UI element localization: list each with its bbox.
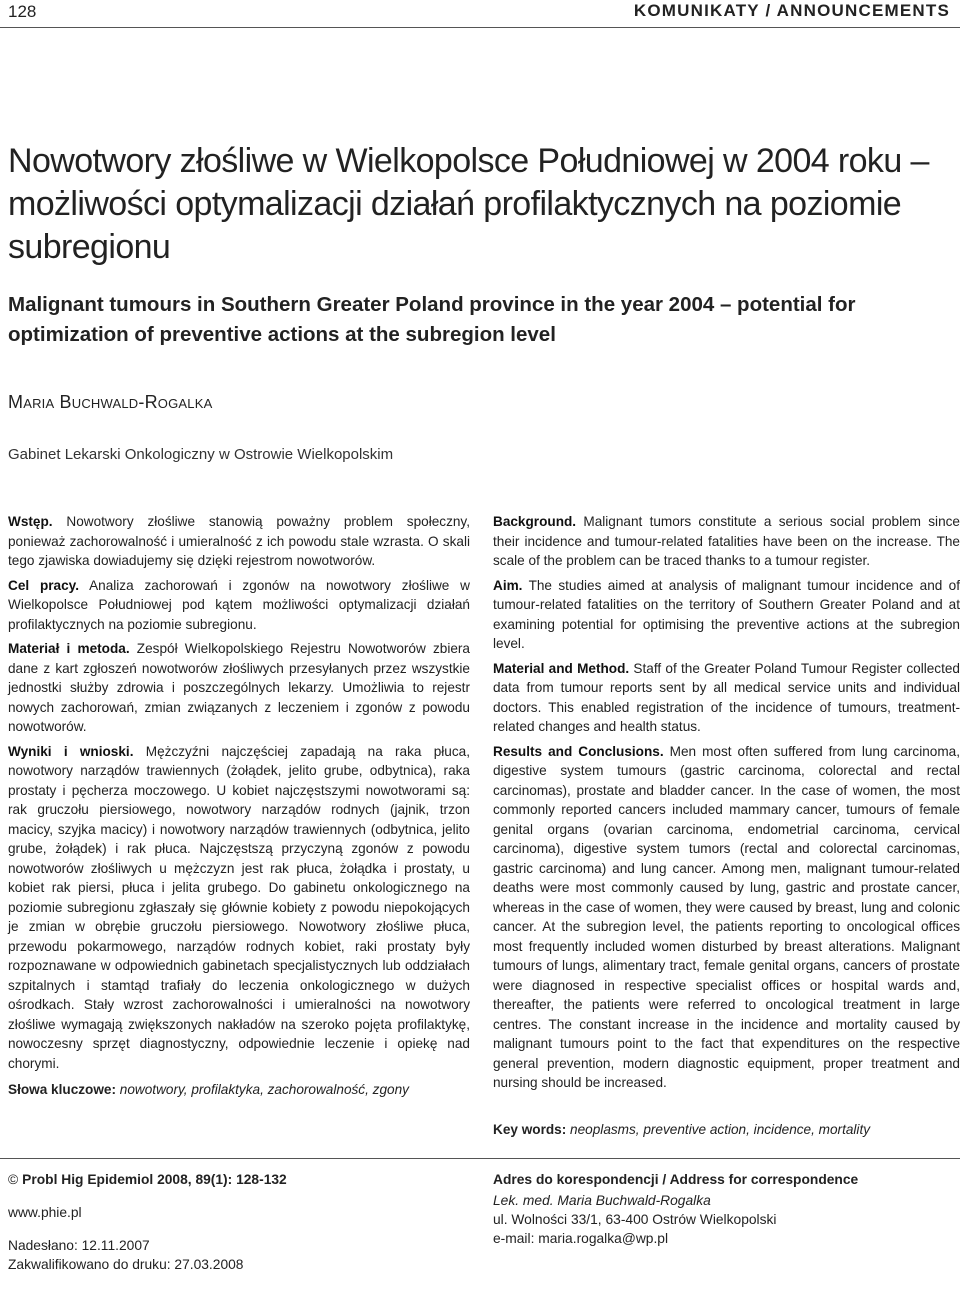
header-rule <box>0 27 960 28</box>
abstract-en-background-label: Background. <box>493 514 577 529</box>
abstract-pl-method-label: Materiał i metoda. <box>8 641 130 656</box>
abstract-pl-results-label: Wyniki i wnioski. <box>8 743 134 759</box>
section-label: KOMUNIKATY / ANNOUNCEMENTS <box>633 1 950 20</box>
copyright-icon: © <box>8 1172 19 1187</box>
abstract-en-aim-label: Aim. <box>493 577 523 593</box>
page-header <box>0 0 960 28</box>
website-link[interactable]: www.phie.pl <box>8 1205 82 1220</box>
abstract-en-results <box>493 742 960 1093</box>
abstract-english <box>493 512 960 1098</box>
title-english: Malignant tumours in Southern Greater Poland province in the year 2004 – potential for optimization of preventive actions at the subregion level <box>8 293 856 346</box>
correspondence-address: ul. Wolności 33/1, 63-400 Ostrów Wielkopolski <box>493 1212 777 1227</box>
abstract-en-results-text: Men most often suffered from lung carcinoma, digestive system tumours (gastric carcinoma, colorectal and rectal carcinomas), prostate and bladder cancer. In the case of women, the most commonly reported cancers included mammary cancer, tumours of female genital organs (ovarian carcinoma, endometrial carcinoma, cervical carcinoma), digestive system tumors (rectal and colorectal carcinomas, gastric carcinoma) and lung cancer. Among men, malignant tumour-related deaths were most commonly caused by lung, gastric and prostate cancer, whereas in the case of women, they were caused by breast, lung and colonic cancer. At the subregion level, the patients reporting to oncological offices most frequently included women disturbed by breast alterations. Malignant tumours of lungs, alimentary tract, female genital organs, cancers of prostate were diagnosed in respective specialist offices or hospital wards and, thereafter, the patients were referred to oncological treatment in large centres. The constant increase in the incidence and mortality caused by malignant tumours point to the fact that expenditures on the respective general prevention, modern diagnostic equipment, proper treatment and nursing should be increased. <box>493 743 960 1090</box>
abstract-pl-aim-label: Cel pracy. <box>8 577 80 593</box>
correspondence-name: Lek. med. Maria Buchwald-Rogalka <box>493 1193 711 1208</box>
abstract-pl-intro <box>8 512 470 571</box>
keywords-polish <box>8 1082 470 1097</box>
correspondence-title: Adres do korespondencji / Address for correspondence <box>493 1172 859 1187</box>
keywords-pl-text: nowotwory, profilaktyka, zachorowalność, zgony <box>116 1082 409 1097</box>
abstract-pl-intro-label: Wstęp. <box>8 514 53 529</box>
keywords-en-text: neoplasms, preventive action, incidence, mortality <box>566 1122 871 1137</box>
abstract-en-background <box>493 512 960 571</box>
correspondence-info <box>493 1170 953 1248</box>
abstract-pl-aim-text: Analiza zachorowań i zgonów na nowotwory złośliwe w Wielkopolsce Południowej pod kątem możliwości optymalizacji działań profilaktycznych na poziomie subregionu. <box>8 577 470 632</box>
title-polish: Nowotwory złośliwe w Wielkopolsce Południowej w 2004 roku – możliwości optymalizacji działań profilaktycznych na poziomie subregionu <box>8 142 929 266</box>
abstract-polish <box>8 512 470 1078</box>
abstract-pl-aim <box>8 576 470 635</box>
keywords-english <box>493 1122 960 1137</box>
accepted-date: Zakwalifikowano do druku: 27.03.2008 <box>8 1257 244 1272</box>
author-affiliation: Gabinet Lekarski Onkologiczny w Ostrowie Wielkopolskim <box>8 446 394 463</box>
abstract-en-results-label: Results and Conclusions. <box>493 743 664 759</box>
citation <box>8 1170 468 1189</box>
abstract-en-background-text: Malignant tumors constitute a serious social problem since their incidence and tumour-related fatalities have been on the increase. The scale of the problem can be traced thanks to a tumour register. <box>493 514 960 568</box>
abstract-pl-results <box>8 742 470 1074</box>
page-number: 128 <box>8 2 37 21</box>
citation-text: Probl Hig Epidemiol 2008, 89(1): 128-132 <box>22 1172 287 1187</box>
abstract-pl-method <box>8 639 470 737</box>
author-name: Maria Buchwald-Rogalka <box>8 392 213 412</box>
keywords-en-label: Key words: <box>493 1122 567 1137</box>
abstract-pl-method-text: Zespół Wielkopolskiego Rejestru Nowotworów zbiera dane z kart zgłoszeń nowotworów złośliwych przesyłanych przez wszystkie jednostki służby zdrowia i poszczególnych lekarzy. Umożliwia to rejestr nowych zachorowań, zmian związanych z leczeniem i zgonów z powodu nowotworów. <box>8 641 470 734</box>
abstract-en-aim <box>493 576 960 654</box>
abstract-pl-intro-text: Nowotwory złośliwe stanowią poważny problem społeczny, ponieważ zachorowalność i umieralność z ich powodu stale wzrasta. O skali tego zjawiska dowiadujemy się dzięki rejestrom nowotworów. <box>8 514 470 568</box>
abstract-en-method-text: Staff of the Greater Poland Tumour Register collected data from tumour reports sent by all medical service units and individual doctors. This enabled registration of the incidence of tumours, treatment-related changes and health status. <box>493 660 960 734</box>
abstract-en-aim-text: The studies aimed at analysis of malignant tumour incidence and of tumour-related fatalities on the territory of Southern Greater Poland and at examining potential for optimising the preventive actions at the subregion level. <box>493 577 960 651</box>
abstract-pl-results-text: Mężczyźni najczęściej zapadają na raka płuca, nowotwory narządów trawiennych (żołądek, jelito grube, odbytnica), raka prostaty i pęcherza moczowego. U kobiet najczęstszymi nowotworami są: rak gruczołu piersiowego, nowotwory narządów rodnych (jajnik, trzon macicy, szyjka macicy) i nowotwory narządów trawiennych (odbytnica, jelito grube, żołądek) i rak płuca. Najczęstszą przyczyną zgonów z powodu nowotworów złośliwych u mężczyzn jest rak płuca, żołądka i prostaty, u kobiet rak piersi, płuca i jelita grubego. Do gabinetu onkologicznego na poziomie subregionu zgłaszały się głównie kobiety z powodu niepokojących je zmian w obrębie gruczołu piersiowego. Nowotwory złośliwe płuca, przewodu pokarmowego, narządów rodnych kobiet, raki prostaty były rozpoznawane w odpowiednich gabinetach specjalistycznych lub oddziałach szpitalnych i stamtąd trafiały do leczenia onkologicznego w dużych ośrodkach. Stały wzrost zachorowalności i umieralności na nowotwory złośliwe wymagają zwiększonych nakładów na szeroko pojęta profilaktykę, nowoczesny sprzęt diagnostyczny, odpowiednie leczenie i opiekę nad chorymi. <box>8 743 470 1071</box>
abstract-en-method-label: Material and Method. <box>493 660 630 676</box>
publication-info <box>8 1170 468 1274</box>
correspondence-email[interactable]: e-mail: maria.rogalka@wp.pl <box>493 1231 669 1246</box>
abstract-en-method <box>493 659 960 737</box>
keywords-pl-label: Słowa kluczowe: <box>8 1082 117 1097</box>
received-date: Nadesłano: 12.11.2007 <box>8 1238 150 1253</box>
footer-rule <box>0 1158 960 1159</box>
